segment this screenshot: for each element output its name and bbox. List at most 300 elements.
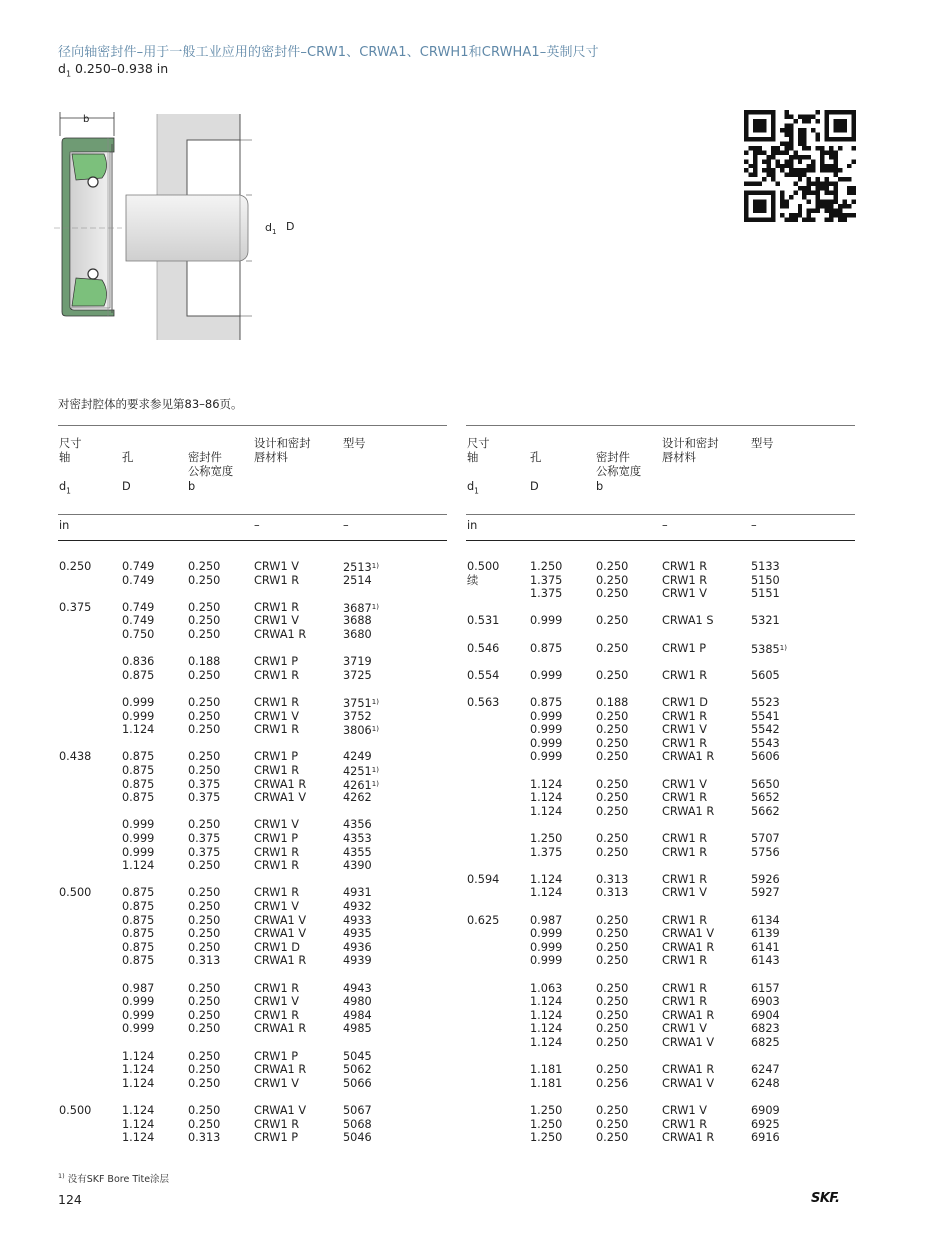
cell-width-b: 0.250 (188, 709, 221, 723)
cell-width-b: 0.375 (188, 777, 221, 791)
cell-designation: 6134 (751, 913, 780, 927)
housing-requirements-note: 对密封腔体的要求参见第83–86页。 (58, 397, 243, 411)
cell-bore-D: 0.875 (122, 886, 155, 900)
cell-design: CRWA1 R (662, 1131, 715, 1145)
col-header-width: 密封件 公称宽度 (188, 451, 234, 478)
cell-width-b: 0.250 (188, 750, 221, 764)
cell-designation: 3687$^{1)}$ (343, 601, 379, 615)
cell-bore-D: 1.124 (530, 791, 563, 805)
cell-design: CRW1 R (254, 600, 300, 614)
col-header-designation: 型号 (751, 437, 774, 450)
cell-design: CRW1 P (254, 1131, 299, 1145)
cell-designation: 6141 (751, 940, 780, 954)
cell-design: CRW1 V (662, 587, 707, 601)
cell-bore-D: 0.875 (530, 696, 563, 709)
unit-in: in (467, 519, 478, 532)
cell-bore-D: 1.250 (530, 832, 563, 845)
cell-shaft-d1: 0.531 (467, 614, 500, 628)
header-rule (58, 514, 447, 515)
cell-designation: 4355 (343, 845, 372, 859)
col-header-shaft: 轴 (59, 451, 71, 464)
cell-design: CRWA1 R (662, 1008, 715, 1022)
cell-shaft-d1: 0.554 (467, 668, 500, 682)
col-header-designation: 型号 (343, 437, 366, 450)
cell-designation: 5062 (343, 1063, 372, 1077)
cell-width-b: 0.250 (596, 709, 629, 723)
cell-designation: 6823 (751, 1022, 780, 1036)
cell-design: CRW1 V (254, 900, 299, 913)
cell-width-b: 0.256 (596, 1076, 629, 1090)
cell-designation: 4261$^{1)}$ (343, 778, 379, 792)
cell-design: CRW1 R (254, 859, 300, 873)
cell-bore-D: 0.875 (122, 668, 155, 682)
cell-bore-D: 1.250 (530, 1117, 563, 1131)
col-header-design: 设计和密封 唇材料 (662, 437, 719, 464)
cell-bore-D: 0.749 (122, 600, 155, 614)
cell-width-b: 0.250 (596, 614, 629, 628)
cell-design: CRWA1 R (662, 750, 715, 764)
cell-width-b: 0.250 (188, 668, 221, 682)
cell-bore-D: 0.875 (122, 940, 155, 954)
cell-width-b: 0.250 (188, 628, 221, 641)
cell-width-b: 0.250 (596, 668, 629, 682)
cell-bore-D: 1.124 (530, 872, 563, 886)
footnote-ref: 1) (371, 698, 379, 706)
cell-width-b: 0.250 (188, 1022, 221, 1036)
cell-designation: 6909 (751, 1104, 780, 1117)
cell-width-b: 0.250 (188, 1049, 221, 1063)
cell-bore-D: 1.063 (530, 981, 563, 995)
cell-bore-D: 0.999 (122, 709, 155, 723)
cell-design: CRW1 P (254, 1049, 299, 1063)
cell-width-b: 0.250 (188, 1008, 221, 1022)
cell-width-b: 0.250 (596, 832, 629, 845)
col-header-bore: 孔 (530, 451, 542, 464)
cell-design: CRW1 R (662, 736, 708, 750)
page-title: 径向轴密封件–用于一般工业应用的密封件–CRW1、CRWA1、CRWH1和CRWHA1–英制尺寸 (58, 45, 599, 60)
cell-designation: 4984 (343, 1008, 372, 1022)
cell-width-b: 0.250 (596, 560, 629, 573)
cell-design: CRW1 V (662, 777, 707, 791)
cell-designation: 5926 (751, 872, 780, 886)
cell-bore-D: 1.124 (122, 1104, 155, 1117)
cell-designation: 4933 (343, 913, 372, 927)
cell-width-b: 0.250 (596, 750, 629, 764)
cell-bore-D: 0.875 (122, 777, 155, 791)
cell-bore-D: 1.124 (122, 723, 155, 737)
cell-designation: 4356 (343, 818, 372, 832)
cell-shaft-d1: 0.375 (59, 600, 92, 614)
cell-design: CRW1 R (254, 1117, 300, 1131)
cell-width-b: 0.313 (596, 886, 629, 900)
cell-designation: 3752 (343, 709, 372, 723)
cell-bore-D: 0.875 (122, 900, 155, 913)
cell-shaft-d1: 0.546 (467, 641, 500, 655)
cell-width-b: 0.250 (188, 614, 221, 628)
cell-design: CRW1 P (254, 750, 299, 764)
cell-width-b: 0.250 (596, 804, 629, 818)
cell-designation: 5543 (751, 736, 780, 750)
dim-label-D: D (286, 220, 295, 233)
cell-design: CRW1 R (662, 832, 708, 845)
cell-bore-D: 0.999 (530, 614, 563, 628)
cell-designation: 6916 (751, 1131, 780, 1145)
header-rule (466, 514, 855, 515)
cell-design: CRW1 R (662, 913, 708, 927)
cell-designation: 5151 (751, 587, 780, 601)
cell-designation: 6904 (751, 1008, 780, 1022)
cell-bore-D: 1.181 (530, 1076, 563, 1090)
footnote-ref: 1) (371, 602, 379, 611)
cell-design: CRW1 R (254, 886, 300, 900)
cell-design: CRWA1 R (662, 804, 715, 818)
col-header-design: 设计和密封 唇材料 (254, 437, 311, 464)
cell-bore-D: 1.124 (122, 859, 155, 873)
cell-width-b: 0.250 (188, 1063, 221, 1077)
cell-bore-D: 1.124 (122, 1049, 155, 1063)
cell-bore-D: 0.875 (122, 750, 155, 764)
cell-width-b: 0.250 (188, 723, 221, 737)
cell-bore-D: 1.250 (530, 1131, 563, 1145)
footnote-ref: 1) (371, 725, 379, 734)
cell-design: CRW1 R (662, 954, 708, 968)
cell-design: CRW1 V (254, 1076, 299, 1090)
cell-designation: 3806$^{1)}$ (343, 724, 379, 738)
cell-design: CRW1 R (254, 1008, 300, 1022)
cell-designation: 2514 (343, 573, 372, 587)
cell-shaft-d1: 0.500 (467, 560, 500, 573)
cell-bore-D: 1.124 (530, 886, 563, 900)
cell-width-b: 0.250 (188, 696, 221, 709)
header-bottom-rule (466, 540, 855, 541)
cell-design: CRWA1 R (662, 1063, 715, 1077)
cell-designation: 5385$^{1)}$ (751, 642, 787, 656)
cell-design: CRW1 R (662, 573, 708, 587)
cell-width-b: 0.250 (596, 587, 629, 601)
cell-bore-D: 0.987 (122, 981, 155, 995)
cell-width-b: 0.188 (188, 655, 221, 669)
cell-bore-D: 1.250 (530, 1104, 563, 1117)
cell-width-b: 0.188 (596, 696, 629, 709)
cell-design: CRWA1 R (254, 1063, 307, 1077)
cell-designation: 3719 (343, 655, 372, 669)
cell-design: CRW1 V (254, 818, 299, 832)
cell-designation: 5068 (343, 1117, 372, 1131)
seal-cross-section-drawing (52, 108, 252, 348)
dim-label-b: b (83, 114, 90, 125)
cell-design: CRWA1 V (662, 1076, 715, 1090)
cell-width-b: 0.250 (596, 1063, 629, 1077)
cell-design: CRW1 R (662, 995, 708, 1009)
cell-designation: 5756 (751, 845, 780, 859)
cell-bore-D: 0.836 (122, 655, 155, 669)
cell-bore-D: 1.124 (530, 777, 563, 791)
cell-shaft-d1: 0.625 (467, 913, 500, 927)
cell-width-b: 0.250 (596, 777, 629, 791)
footnote: $^{1)}$ 没有SKF Bore Tite涂层 (58, 1171, 170, 1185)
cell-bore-D: 1.124 (530, 1022, 563, 1036)
cell-bore-D: 1.124 (122, 1131, 155, 1145)
cell-bore-D: 0.999 (530, 723, 563, 737)
cell-designation: 6925 (751, 1117, 780, 1131)
cell-design: CRW1 R (662, 845, 708, 859)
col-header-shaft-symbol: $d_1$ (59, 480, 71, 496)
cell-width-b: 0.250 (188, 764, 221, 777)
cell-width-b: 0.250 (188, 995, 221, 1009)
cell-bore-D: 1.124 (530, 1036, 563, 1049)
cell-design: CRWA1 V (254, 791, 307, 805)
cell-design: CRWA1 R (254, 777, 307, 791)
cell-design: CRWA1 R (254, 954, 307, 968)
cell-width-b: 0.250 (596, 1104, 629, 1117)
cell-design: CRW1 R (662, 981, 708, 995)
cell-width-b: 0.250 (596, 791, 629, 805)
cell-design: CRW1 V (254, 995, 299, 1009)
cell-width-b: 0.250 (596, 981, 629, 995)
cell-bore-D: 0.999 (530, 927, 563, 941)
cell-designation: 2513$^{1)}$ (343, 561, 379, 574)
cell-bore-D: 1.124 (530, 1008, 563, 1022)
cell-bore-D: 1.124 (122, 1076, 155, 1090)
cell-design: CRW1 P (662, 641, 707, 655)
cell-design: CRW1 R (662, 709, 708, 723)
size-range: $d_1$ 0.250–0.938 in (58, 61, 169, 79)
cell-design: CRWA1 V (662, 1036, 715, 1049)
cell-designation: 5133 (751, 560, 780, 573)
cell-bore-D: 0.999 (122, 832, 155, 845)
cell-width-b: 0.250 (596, 1117, 629, 1131)
col-header-bore: 孔 (122, 451, 134, 464)
cell-shaft-d1: 0.594 (467, 872, 500, 886)
col-header-bore-symbol: D (122, 480, 131, 493)
cell-bore-D: 1.124 (122, 1063, 155, 1077)
cell-bore-D: 0.999 (530, 709, 563, 723)
cell-designation: 4353 (343, 832, 372, 845)
cell-width-b: 0.250 (188, 859, 221, 873)
cell-designation: 4935 (343, 927, 372, 941)
footnote-ref: 1) (371, 779, 379, 788)
cell-design: CRW1 R (254, 668, 300, 682)
cell-width-b: 0.250 (596, 995, 629, 1009)
unit-in: in (59, 519, 70, 532)
cell-width-b: 0.250 (596, 845, 629, 859)
col-header-width: 密封件 公称宽度 (596, 451, 642, 478)
cell-design: CRWA1 R (254, 628, 307, 641)
cell-designation: 6825 (751, 1036, 780, 1049)
cell-design: CRWA1 V (254, 913, 307, 927)
cell-designation: 5652 (751, 791, 780, 805)
cell-design: CRW1 V (662, 886, 707, 900)
cell-width-b: 0.250 (596, 927, 629, 941)
cell-design: CRW1 R (662, 791, 708, 805)
header-bottom-rule (58, 540, 447, 541)
cell-bore-D: 0.875 (530, 641, 563, 655)
cell-designation: 5542 (751, 723, 780, 737)
cell-design: CRWA1 R (254, 1022, 307, 1036)
cell-designation: 4262 (343, 791, 372, 805)
cell-design: CRW1 V (254, 709, 299, 723)
cell-shaft-d1: 0.563 (467, 696, 500, 709)
cell-width-b: 0.313 (188, 954, 221, 968)
cell-design: CRW1 R (254, 764, 300, 777)
cell-designation: 4931 (343, 886, 372, 900)
col-header-shaft: 轴 (467, 451, 479, 464)
cell-width-b: 0.250 (596, 1008, 629, 1022)
page-number: 124 (58, 1192, 82, 1207)
cell-bore-D: 0.999 (122, 995, 155, 1009)
cell-bore-D: 0.875 (122, 764, 155, 777)
cell-designation: 5046 (343, 1131, 372, 1145)
cell-designation: 6247 (751, 1063, 780, 1077)
cell-design: CRW1 V (662, 723, 707, 737)
cell-designation: 5707 (751, 832, 780, 845)
cell-bore-D: 0.875 (122, 927, 155, 941)
cell-bore-D: 0.749 (122, 573, 155, 587)
cell-design: CRWA1 R (662, 940, 715, 954)
footnote-ref: 1) (779, 643, 787, 652)
cell-width-b: 0.250 (188, 1104, 221, 1117)
cell-designation: 4251$^{1)}$ (343, 765, 379, 778)
cell-bore-D: 0.749 (122, 614, 155, 628)
cell-bore-D: 1.124 (122, 1117, 155, 1131)
cell-designation: 5523 (751, 696, 780, 709)
cell-bore-D: 1.375 (530, 845, 563, 859)
cell-width-b: 0.250 (188, 600, 221, 614)
cell-design: CRWA1 V (254, 1104, 307, 1117)
dim-label-d1: $d_1$ (265, 221, 277, 237)
cell-shaft-d1: 0.250 (59, 560, 92, 573)
cell-width-b: 0.250 (596, 723, 629, 737)
cell-designation: 5606 (751, 750, 780, 764)
cell-design: CRW1 P (254, 832, 299, 845)
cell-design: CRWA1 V (254, 927, 307, 941)
cell-bore-D: 0.875 (122, 954, 155, 968)
cell-width-b: 0.250 (188, 900, 221, 913)
cell-design: CRW1 R (254, 981, 300, 995)
cell-width-b: 0.375 (188, 791, 221, 805)
cell-designation: 5662 (751, 804, 780, 818)
cell-designation: 5927 (751, 886, 780, 900)
cell-design: CRW1 R (662, 668, 708, 682)
cell-designation: 5541 (751, 709, 780, 723)
unit-dash: – (662, 519, 668, 532)
cell-designation: 6139 (751, 927, 780, 941)
cell-design: CRW1 V (254, 560, 299, 573)
cell-designation: 6157 (751, 981, 780, 995)
cell-bore-D: 0.999 (122, 1022, 155, 1036)
cell-design: CRW1 R (254, 696, 300, 709)
footnote-ref: 1) (371, 766, 379, 774)
cell-width-b: 0.250 (188, 1076, 221, 1090)
cell-bore-D: 0.999 (122, 818, 155, 832)
skf-logo: SKF. (811, 1191, 840, 1206)
cell-width-b: 0.250 (596, 736, 629, 750)
table-top-rule (466, 425, 855, 426)
cell-width-b: 0.250 (596, 940, 629, 954)
unit-dash: – (751, 519, 757, 532)
cell-designation: 5066 (343, 1076, 372, 1090)
cell-bore-D: 0.999 (530, 750, 563, 764)
cell-width-b: 0.250 (188, 818, 221, 832)
cell-bore-D: 1.124 (530, 995, 563, 1009)
cell-design: CRW1 V (254, 614, 299, 628)
cell-designation: 5321 (751, 614, 780, 628)
cell-design: CRW1 R (254, 723, 300, 737)
col-header-width-symbol: b (188, 480, 196, 493)
unit-dash: – (254, 519, 260, 532)
cell-designation: 5605 (751, 668, 780, 682)
qr-code-image (744, 110, 856, 222)
cell-design: CRW1 V (662, 1104, 707, 1117)
cell-width-b: 0.250 (188, 1117, 221, 1131)
cell-designation: 4985 (343, 1022, 372, 1036)
cell-designation: 4980 (343, 995, 372, 1009)
cell-width-b: 0.250 (596, 913, 629, 927)
cell-designation: 3751$^{1)}$ (343, 697, 379, 710)
cell-width-b: 0.250 (188, 560, 221, 573)
cell-bore-D: 1.375 (530, 573, 563, 587)
cell-design: CRW1 R (254, 845, 300, 859)
cell-width-b: 0.313 (596, 872, 629, 886)
cell-width-b: 0.250 (188, 913, 221, 927)
cell-width-b: 0.250 (596, 1036, 629, 1049)
cell-designation: 3725 (343, 668, 372, 682)
col-group-size: 尺寸 (467, 437, 490, 450)
cell-width-b: 0.250 (188, 981, 221, 995)
cell-bore-D: 0.999 (122, 1008, 155, 1022)
cell-design: CRW1 V (662, 1022, 707, 1036)
cell-bore-D: 1.181 (530, 1063, 563, 1077)
cell-shaft-d1: 0.500 (59, 886, 92, 900)
cell-width-b: 0.375 (188, 845, 221, 859)
cell-bore-D: 0.875 (122, 913, 155, 927)
cell-width-b: 0.375 (188, 832, 221, 845)
cell-bore-D: 0.749 (122, 560, 155, 573)
cell-shaft-d1: 0.438 (59, 750, 92, 764)
cell-width-b: 0.250 (188, 886, 221, 900)
cell-bore-D: 0.999 (122, 845, 155, 859)
cell-width-b: 0.250 (596, 1131, 629, 1145)
cell-width-b: 0.250 (596, 954, 629, 968)
cell-bore-D: 1.250 (530, 560, 563, 573)
cell-designation: 4390 (343, 859, 372, 873)
cell-shaft-d1: 续 (467, 573, 479, 587)
cell-design: CRWA1 S (662, 614, 714, 628)
cell-designation: 4939 (343, 954, 372, 968)
cell-designation: 6143 (751, 954, 780, 968)
cell-bore-D: 0.999 (530, 736, 563, 750)
cell-width-b: 0.313 (188, 1131, 221, 1145)
cell-design: CRW1 P (254, 655, 299, 669)
cell-design: CRW1 R (662, 872, 708, 886)
cell-designation: 5045 (343, 1049, 372, 1063)
footnote-ref: 1) (371, 562, 379, 570)
cell-designation: 6903 (751, 995, 780, 1009)
unit-dash: – (343, 519, 349, 532)
cell-bore-D: 0.987 (530, 913, 563, 927)
cell-design: CRW1 R (254, 573, 300, 587)
cell-designation: 5150 (751, 573, 780, 587)
cell-design: CRWA1 V (662, 927, 715, 941)
cell-bore-D: 0.999 (530, 668, 563, 682)
col-header-shaft-symbol: $d_1$ (467, 480, 479, 496)
cell-width-b: 0.250 (188, 940, 221, 954)
cell-designation: 4249 (343, 750, 372, 764)
col-header-bore-symbol: D (530, 480, 539, 493)
cell-bore-D: 0.999 (122, 696, 155, 709)
cell-designation: 4943 (343, 981, 372, 995)
cell-bore-D: 0.750 (122, 628, 155, 641)
